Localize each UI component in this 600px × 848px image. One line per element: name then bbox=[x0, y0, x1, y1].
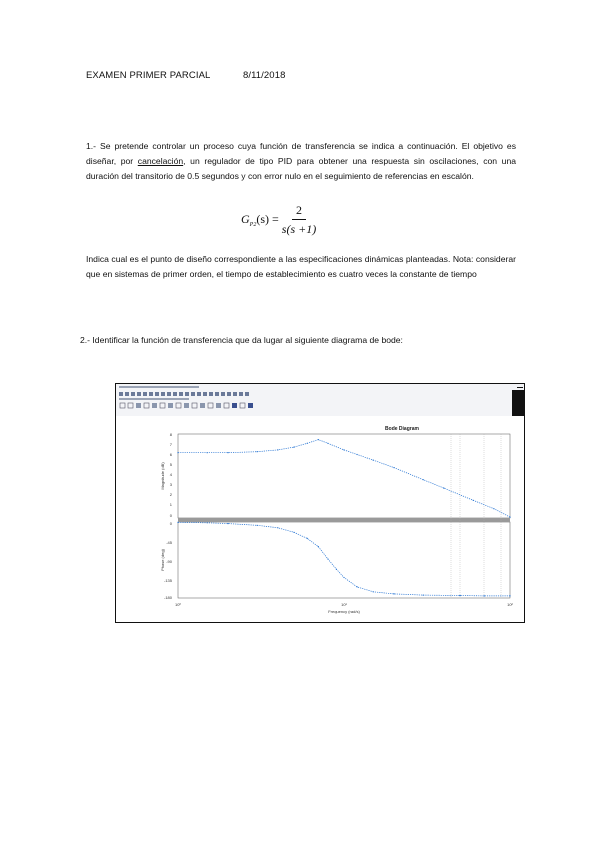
phase-point bbox=[277, 527, 278, 528]
magnitude-point bbox=[423, 479, 424, 480]
phase-tick: -45 bbox=[166, 540, 172, 545]
phase-point bbox=[257, 525, 258, 526]
magnitude-y-ticks bbox=[170, 432, 173, 518]
mag-tick: 5 bbox=[169, 462, 172, 467]
phase-tick: 0 bbox=[169, 521, 172, 526]
cancelacion-underlined-word: cancelación bbox=[137, 156, 184, 167]
phase-y-ticks bbox=[164, 521, 173, 600]
phase-point bbox=[509, 595, 510, 596]
question-2-text: 2.- Identificar la función de transferencia que da lugar al siguiente diagrama de bode: bbox=[80, 335, 403, 345]
formula-lhs-sub: P2 bbox=[249, 222, 257, 229]
transfer-function-formula bbox=[241, 203, 316, 237]
phase-point bbox=[336, 569, 337, 570]
magnitude-point bbox=[443, 488, 444, 489]
figure-scrollbar[interactable] bbox=[512, 390, 524, 416]
phase-point bbox=[307, 538, 308, 539]
question-1-text-a: 1.- Se pretende controlar un proceso cuya función de transferencia se indica a continuación. El objetivo es diseñar, por bbox=[86, 141, 516, 167]
phase-point bbox=[393, 593, 394, 594]
magnitude-point bbox=[327, 443, 328, 444]
x-tick: 10² bbox=[507, 602, 513, 607]
formula-lhs: G bbox=[241, 211, 250, 226]
phase-point bbox=[343, 577, 344, 578]
magnitude-point bbox=[357, 454, 358, 455]
magnitude-point bbox=[293, 447, 294, 448]
phase-point bbox=[207, 522, 208, 523]
magnitude-point bbox=[373, 460, 374, 461]
magnitude-point bbox=[257, 451, 258, 452]
formula-denominator: s(s +1) bbox=[281, 222, 317, 236]
menu-bar-text bbox=[119, 386, 199, 388]
magnitude-point bbox=[207, 452, 208, 453]
exam-date: 8/11/2018 bbox=[243, 70, 286, 81]
mag-tick: 8 bbox=[169, 432, 172, 437]
mag-tick: 7 bbox=[169, 442, 172, 447]
mag-tick: 4 bbox=[169, 472, 172, 477]
magnitude-point bbox=[177, 452, 178, 453]
question-1-statement bbox=[86, 139, 516, 185]
question-2 bbox=[80, 333, 520, 348]
phase-point bbox=[484, 595, 485, 596]
phase-point bbox=[357, 586, 358, 587]
subplot-separator bbox=[178, 518, 510, 522]
phase-point bbox=[423, 595, 424, 596]
magnitude-point bbox=[493, 508, 494, 509]
x-axis-label: Frequency (rad/s) bbox=[328, 609, 360, 614]
question-1-followup bbox=[86, 252, 516, 282]
bode-figure-screenshot bbox=[115, 383, 525, 623]
phase-point bbox=[177, 522, 178, 523]
phase-point bbox=[327, 558, 328, 559]
phase-point bbox=[227, 523, 228, 524]
magnitude-point bbox=[473, 500, 474, 501]
formula-numerator: 2 bbox=[292, 203, 306, 220]
formula-lhs-arg: (s) = bbox=[256, 211, 279, 226]
exam-title: EXAMEN PRIMER PARCIAL bbox=[86, 70, 211, 81]
phase-axes bbox=[178, 522, 510, 598]
magnitude-point bbox=[343, 449, 344, 450]
question-1-text-b: , un regulador de tipo PID para obtener una respuesta sin oscilaciones, con una duración del transitorio de 0.5 segundos y con error nulo en el seguimiento de referencias en escalón. bbox=[86, 156, 517, 182]
phase-point bbox=[459, 595, 460, 596]
phase-tick: -135 bbox=[163, 578, 172, 583]
bode-figure-svg bbox=[116, 384, 524, 622]
phase-tick: -90 bbox=[166, 559, 172, 564]
magnitude-axes bbox=[178, 434, 510, 518]
mag-tick: 1 bbox=[169, 502, 172, 507]
mag-tick: 6 bbox=[169, 452, 172, 457]
mag-tick: 2 bbox=[169, 492, 172, 497]
mag-tick: 0 bbox=[169, 513, 172, 518]
bode-title: Bode Diagram bbox=[385, 426, 419, 432]
magnitude-point bbox=[318, 439, 319, 440]
x-tick: 10⁰ bbox=[174, 602, 182, 607]
magnitude-point bbox=[393, 467, 394, 468]
phase-point bbox=[373, 591, 374, 592]
phase-point bbox=[293, 532, 294, 533]
magnitude-axis-label: Magnitude (dB) bbox=[160, 462, 165, 490]
magnitude-point bbox=[509, 517, 510, 518]
formula-fraction bbox=[282, 203, 316, 237]
mag-tick: 3 bbox=[169, 482, 172, 487]
toolbar-row-2[interactable] bbox=[120, 403, 253, 408]
x-tick: 10¹ bbox=[341, 602, 347, 607]
question-1-followup-text: Indica cual es el punto de diseño correspondiente a las especificaciones dinámicas planteadas. Nota: considerar que en sistemas de primer orden, el tiempo de establecimiento es cuatro veces la constante de tiempo bbox=[86, 254, 516, 280]
window-close-mark bbox=[517, 387, 523, 388]
phase-tick: -180 bbox=[163, 595, 172, 600]
figure-subtitle-strip bbox=[119, 398, 189, 400]
x-ticks bbox=[175, 602, 514, 607]
magnitude-point bbox=[227, 452, 228, 453]
phase-point bbox=[318, 546, 319, 547]
magnitude-point bbox=[307, 443, 308, 444]
question-1 bbox=[86, 139, 516, 185]
magnitude-point bbox=[277, 449, 278, 450]
phase-axis-label: Phase (deg) bbox=[160, 549, 165, 571]
